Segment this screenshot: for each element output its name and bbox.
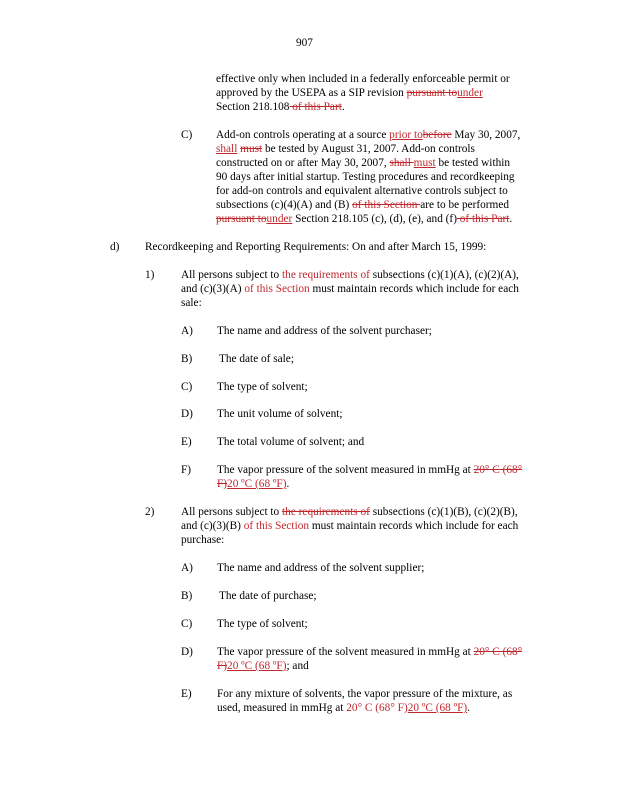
d2-item-b-label: B) — [181, 590, 193, 602]
d1-item-d-label: D) — [181, 408, 193, 420]
d2-item-d-text: The vapor pressure of the solvent measured in mmHg at 20° C (68° F)20 ºC (68 ºF); and — [217, 646, 523, 672]
d1-item-e-label: E) — [181, 436, 192, 448]
d2-item-a-label: A) — [181, 562, 193, 574]
d2-item-a-text: The name and address of the solvent supplier; — [217, 562, 425, 574]
d2-item-c-text: The type of solvent; — [217, 618, 308, 630]
d2-item-e-text: For any mixture of solvents, the vapor pressure of the mixture, as used, measured in mmHg at 20° C (68° F)20 ºC (68 ºF). — [217, 688, 513, 714]
page-number: 907 — [296, 37, 313, 49]
item-d1-text: All persons subject to the requirements of subsections (c)(1)(A), (c)(2)(A), and (c)(3)(A) of this Section must maintain records which include for each sale: — [181, 269, 519, 309]
d1-item-c-label: C) — [181, 381, 193, 393]
item-d2-label: 2) — [145, 506, 155, 518]
d1-item-f-text: The vapor pressure of the solvent measured in mmHg at 20° C (68° F)20 ºC (68 ºF). — [217, 464, 523, 490]
d1-item-f-label: F) — [181, 464, 192, 476]
d2-item-d-label: D) — [181, 646, 193, 658]
item-d1-label: 1) — [145, 269, 155, 281]
cont-line-2: approved by the USEPA as a SIP revision pursuant tounder — [216, 87, 483, 99]
item-c-label: C) — [181, 129, 193, 141]
item-d-label: d) — [110, 241, 120, 253]
cont-line-3: Section 218.108 of this Part. — [216, 101, 345, 113]
d2-item-c-label: C) — [181, 618, 193, 630]
d2-item-e-label: E) — [181, 688, 192, 700]
d1-item-a-label: A) — [181, 325, 193, 337]
d1-item-d-text: The unit volume of solvent; — [217, 408, 343, 420]
cont-line-1: effective only when included in a federally enforceable permit or — [216, 73, 510, 85]
d2-item-b-text: The date of purchase; — [219, 590, 317, 602]
d1-item-b-label: B) — [181, 353, 193, 365]
d1-item-e-text: The total volume of solvent; and — [217, 436, 365, 448]
item-d-heading: Recordkeeping and Reporting Requirements: On and after March 15, 1999: — [145, 241, 487, 253]
d1-item-a-text: The name and address of the solvent purchaser; — [217, 325, 432, 337]
item-c-text: Add-on controls operating at a source prior tobefore May 30, 2007, shall must be tested by August 31, 2007. Add-on controls constructed on or after May 30, 2007, shall must be tested within 90 days after initial startup. Testing procedures and recordkeeping for add-on controls and equivalent alternative controls subject to subsections (c)(4)(A) and (B) of this Section are to be performed pursuant tounder Section 218.105 (c), (d), (e), and (f) of this Part. — [216, 129, 521, 225]
d1-item-b-text: The date of sale; — [219, 353, 294, 365]
item-d2-text: All persons subject to the requirements of subsections (c)(1)(B), (c)(2)(B), and (c)(3)(B) of this Section must maintain records which include for each purchase: — [181, 506, 519, 546]
continuation-paragraph — [216, 72, 556, 114]
d1-item-c-text: The type of solvent; — [217, 381, 308, 393]
